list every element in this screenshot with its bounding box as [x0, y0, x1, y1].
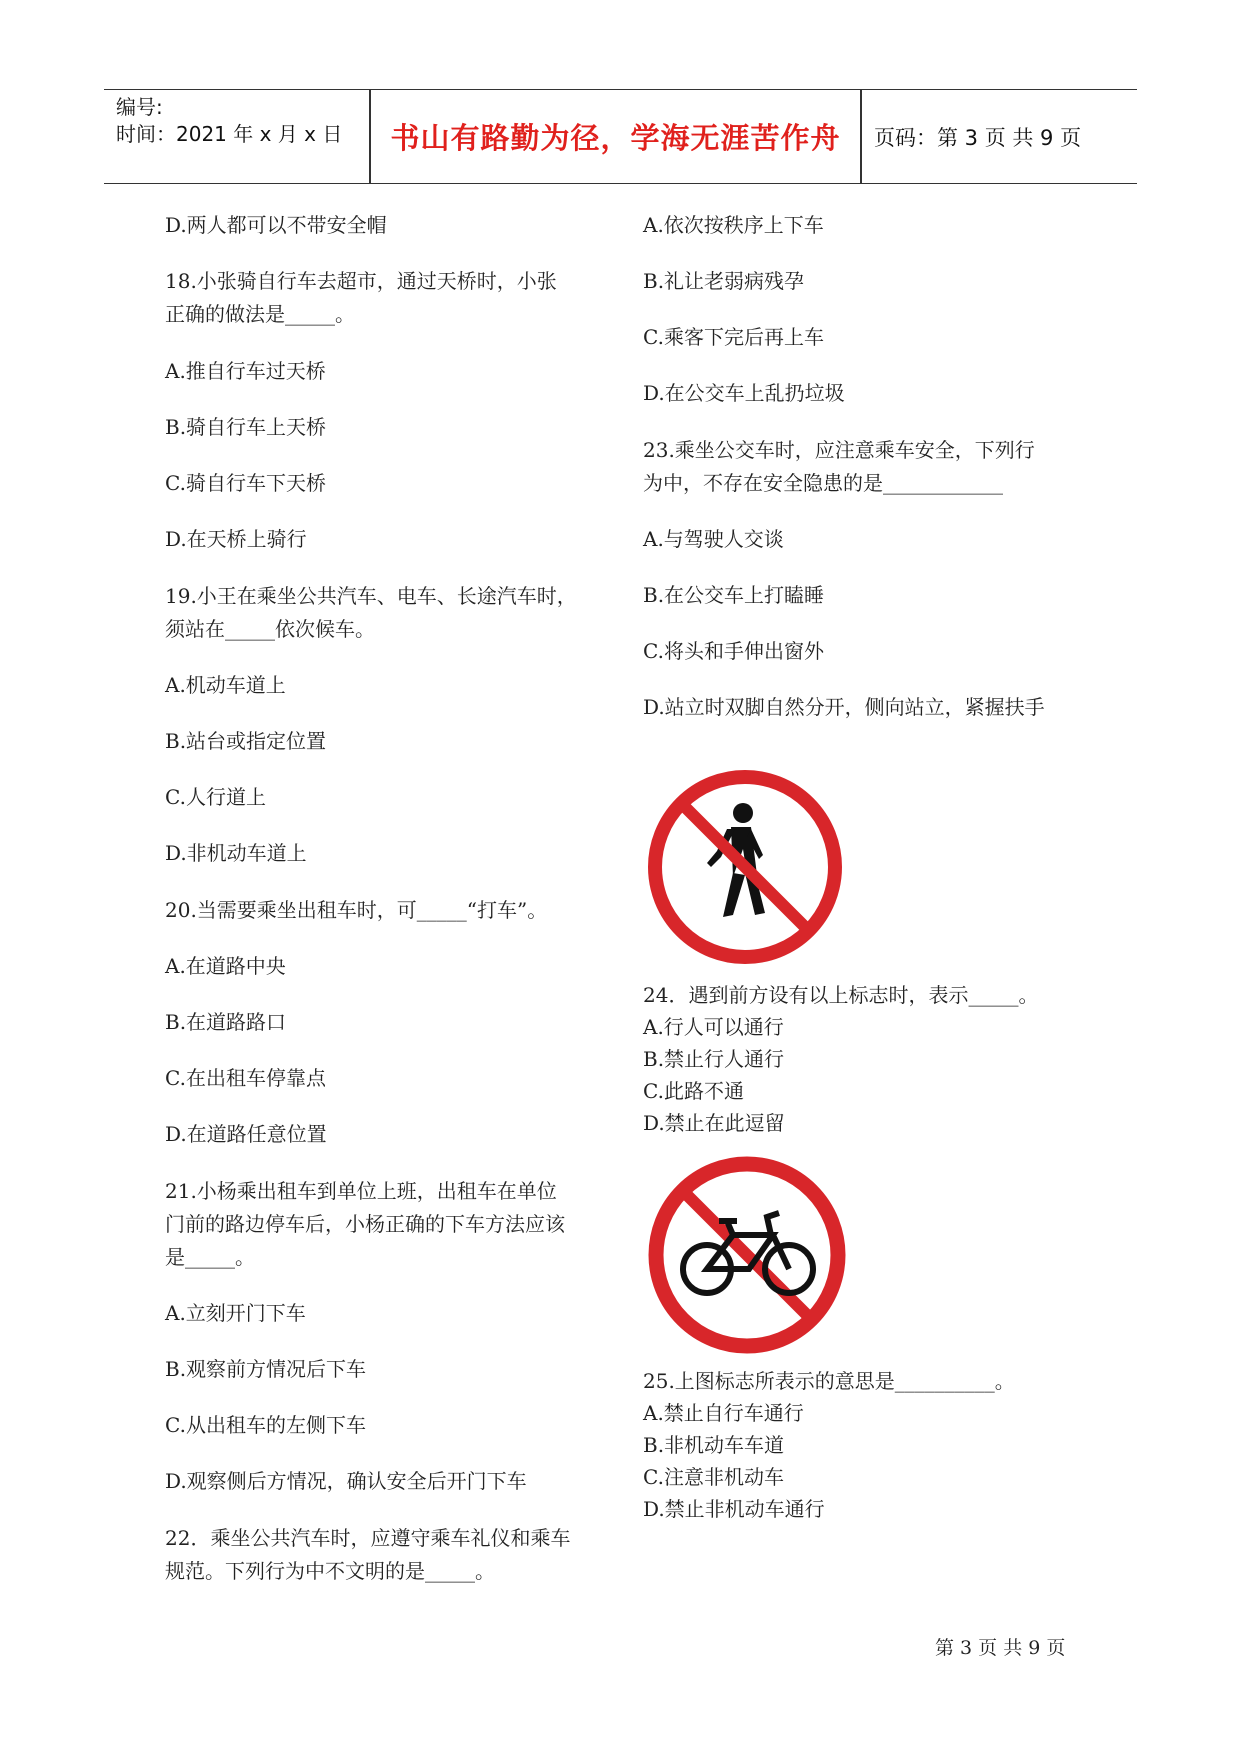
header-motto: 书山有路勤为径，学海无涯苦作舟	[390, 121, 841, 155]
question-22: 22．乘坐公共汽车时，应遵守乘车礼仪和乘车	[165, 1526, 571, 1550]
option-d: D.禁止在此逗留	[643, 1111, 785, 1135]
text-line: 门前的路边停车后，小杨正确的下车方法应该	[165, 1212, 565, 1236]
option-b: B.站台或指定位置	[165, 729, 327, 753]
option-c: C.骑自行车下天桥	[165, 471, 326, 495]
no-bicycles-sign-icon	[643, 1151, 851, 1359]
option-d: D.站立时双脚自然分开，侧向站立，紧握扶手	[643, 695, 1045, 719]
no-pedestrians-sign-icon	[643, 765, 847, 969]
option-a: A.与驾驶人交谈	[643, 527, 784, 551]
text-line: 规范。下列行为中不文明的是_____。	[165, 1559, 495, 1583]
question-25: 25.上图标志所表示的意思是__________。	[643, 1369, 1015, 1393]
text-line: 是_____。	[165, 1245, 255, 1269]
option-b: B.禁止行人通行	[643, 1047, 785, 1071]
page-footer: 第 3 页 共 9 页	[935, 1637, 1066, 1659]
option-c: C.乘客下完后再上车	[643, 325, 824, 349]
page-header	[104, 89, 1137, 184]
option-b: B.观察前方情况后下车	[165, 1357, 367, 1381]
question-18: 18.小张骑自行车去超市，通过天桥时，小张	[165, 269, 557, 293]
option-d: D.观察侧后方情况，确认安全后开门下车	[165, 1469, 527, 1493]
option-d: D.在天桥上骑行	[165, 527, 307, 551]
option-c: C.从出租车的左侧下车	[165, 1413, 366, 1437]
option-a: A.机动车道上	[165, 673, 286, 697]
option-d: D.禁止非机动车通行	[643, 1497, 825, 1521]
option-d: D.在道路任意位置	[165, 1122, 327, 1146]
option-c: C.将头和手伸出窗外	[643, 639, 824, 663]
option-b: B.骑自行车上天桥	[165, 415, 327, 439]
option-c: C.人行道上	[165, 785, 266, 809]
option-a: A.立刻开门下车	[165, 1301, 306, 1325]
option-b: B.礼让老弱病残孕	[643, 269, 805, 293]
question-23: 23.乘坐公交车时，应注意乘车安全，下列行	[643, 438, 1035, 462]
option-a: A.推自行车过天桥	[165, 359, 326, 383]
option-c: C.注意非机动车	[643, 1465, 784, 1489]
option-b: B.非机动车车道	[643, 1433, 785, 1457]
option-a: A.在道路中央	[165, 954, 286, 978]
text-line: D.两人都可以不带安全帽	[165, 213, 387, 237]
option-a: A.禁止自行车通行	[643, 1401, 804, 1425]
question-24: 24．遇到前方设有以上标志时，表示_____。	[643, 983, 1039, 1007]
text-line: 须站在_____依次候车。	[165, 617, 375, 641]
question-20: 20.当需要乘坐出租车时，可_____“打车”。	[165, 898, 548, 922]
text-line: 正确的做法是_____。	[165, 302, 355, 326]
option-c: C.此路不通	[643, 1079, 744, 1103]
header-meta	[116, 94, 342, 148]
option-b: B.在公交车上打瞌睡	[643, 583, 825, 607]
option-d: D.非机动车道上	[165, 841, 307, 865]
option-b: B.在道路路口	[165, 1010, 287, 1034]
text-line: 为中，不存在安全隐患的是____________	[643, 471, 1003, 495]
question-19: 19.小王在乘坐公共汽车、电车、长途汽车时，	[165, 584, 577, 608]
option-c: C.在出租车停靠点	[165, 1066, 326, 1090]
question-21: 21.小杨乘出租车到单位上班，出租车在单位	[165, 1179, 557, 1203]
option-a: A.依次按秩序上下车	[643, 213, 824, 237]
option-d: D.在公交车上乱扔垃圾	[643, 381, 845, 405]
option-a: A.行人可以通行	[643, 1015, 784, 1039]
header-time-label: 时间：2021 年 x 月 x 日	[116, 122, 343, 146]
header-number-label: 编号:	[116, 95, 163, 119]
header-page-label: 页码：第 3 页 共 9 页	[874, 125, 1082, 150]
